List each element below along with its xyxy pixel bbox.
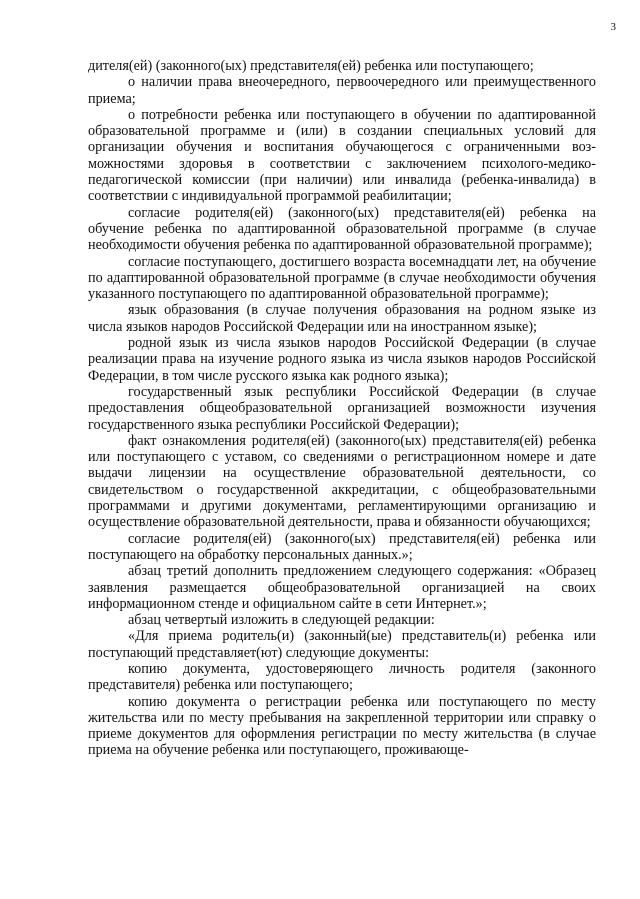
paragraph: родной язык из числа языков народов Российской Федерации (в случае реализации права на изучение родного языка из числа языков народов Российской Федерации, в том числе русского языка как родного языка); xyxy=(88,335,596,384)
paragraph: абзац третий дополнить предложением следующего содержания: «Образец заявления размещается общеобразовательной организацией на своих информационном стенде и официальном сайте в сети Интернет.»; xyxy=(88,563,596,612)
paragraph: копию документа о регистрации ребенка или поступающего по месту жительства или по месту пребывания на закрепленной территории или справку о приеме документов для оформления регистрации по месту жительства (в случае приема на обучение ребенка или поступающего, проживающе- xyxy=(88,693,596,759)
paragraph: о наличии права внеочередного, первоочередного или преимущественного приема; xyxy=(88,74,596,107)
paragraph: согласие поступающего, достигшего возраста восемнадцати лет, на обучение по адаптированной образовательной программе (в случае необходимости обучения указанного поступающего по адаптированной образовательной программе); xyxy=(88,253,596,303)
paragraph: язык образования (в случае получения образования на родном языке из числа языков народов Российской Федерации или на иностранном языке); xyxy=(88,302,596,335)
document-body xyxy=(88,58,596,759)
paragraph: дителя(ей) (законного(ых) представителя(ей) ребенка или поступающего; xyxy=(88,58,534,74)
page-number: 3 xyxy=(610,21,616,33)
paragraph: согласие родителя(ей) (законного(ых) представителя(ей) ребенка на обучение ребенка по адаптированной образовательной программе (в случае необходимости обучения ребенка по адаптированной образовательной программе); xyxy=(88,204,596,254)
paragraph: факт ознакомления родителя(ей) (законного(ых) представителя(ей) ребенка или поступающего с уставом, со сведениями о регистрационном номере и дате выдачи лицензии на осуществление образовательной деятельности, со свидетельством о государственной аккредитации, с общеобразовательными программами и другими документами, регламентирующими организацию и осуществление образовательной деятельности, права и обязанности обучающихся; xyxy=(88,432,596,531)
paragraph: о потребности ребенка или поступающего в обучении по адаптированной образовательной программе и (или) в создании специальных условий для организации обучения и воспитания обучающегося с ограниченными возможностями здоровья в соответствии с заключением психолого-медико-педагогической комиссии (при наличии) или инвалида (ребенка-инвалида) в соответствии с индивидуальной программой реабилитации; xyxy=(88,106,596,205)
paragraph: копию документа, удостоверяющего личность родителя (законного представителя) ребенка или поступающего; xyxy=(88,660,596,694)
paragraph: абзац четвертый изложить в следующей редакции: xyxy=(128,612,435,629)
paragraph: согласие родителя(ей) (законного(ых) представителя(ей) ребенка или поступающего на обработку персональных данных.»; xyxy=(88,530,596,563)
paragraph: «Для приема родитель(и) (законный(ые) представитель(и) ребенка или поступающий представляет(ют) следующие документы: xyxy=(88,628,596,661)
paragraph: государственный язык республики Российской Федерации (в случае предоставления общеобразовательной организацией возможности изучения государственного языка республики Российской Федерации); xyxy=(88,383,596,433)
